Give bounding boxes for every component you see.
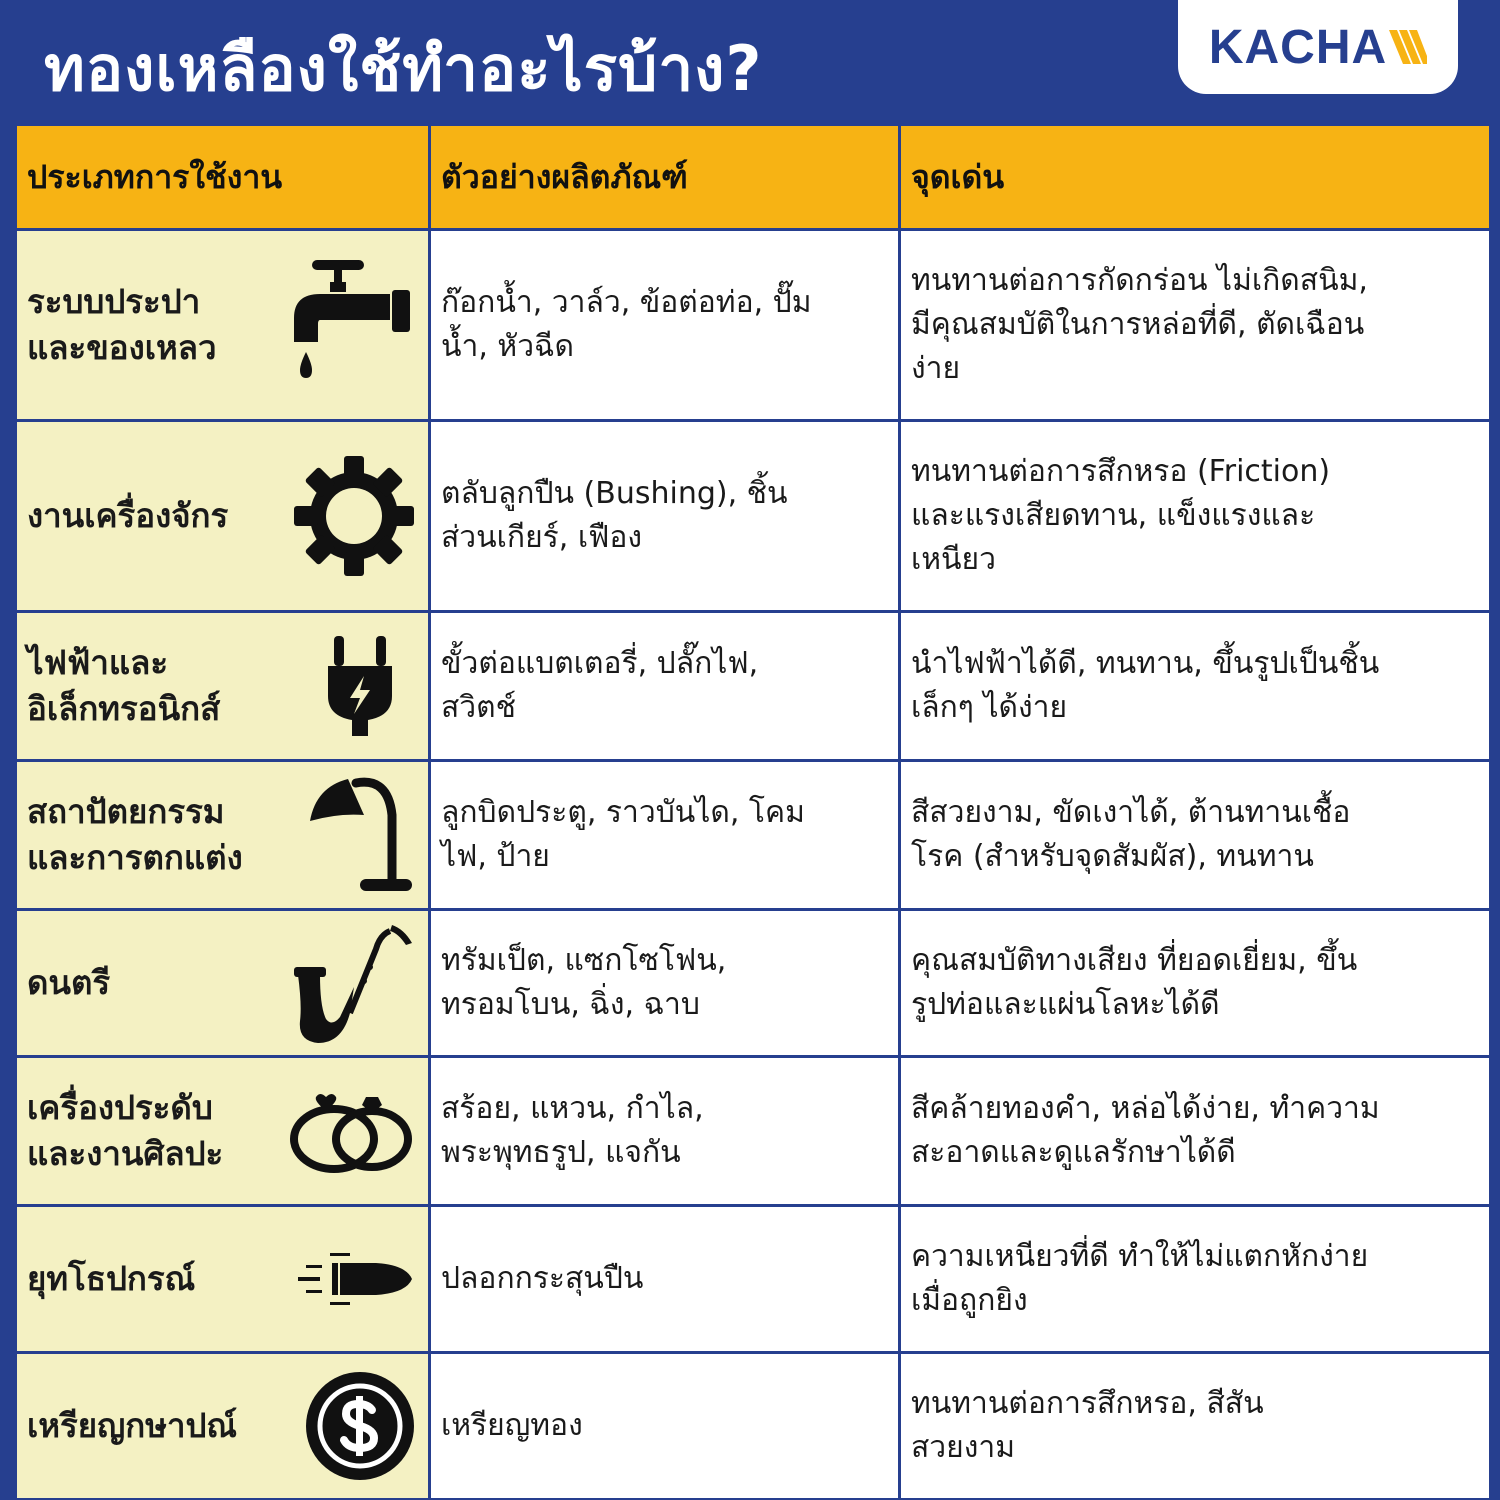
category-cell	[17, 762, 428, 908]
features-cell	[901, 613, 1489, 759]
products-text: ก๊อกน้ำ, วาล์ว, ข้อต่อท่อ, ปั๊ม น้ำ, หัวฉีด	[441, 285, 812, 364]
category-label: ยุทโธปกรณ์	[27, 1259, 196, 1298]
products-cell	[431, 422, 898, 610]
products-cell	[431, 1354, 898, 1498]
brass-uses-table	[17, 126, 1483, 1474]
gear-icon	[294, 456, 414, 576]
faucet-icon	[290, 260, 414, 390]
features-text: นำไฟฟ้าได้ดี, ทนทาน, ขึ้นรูปเป็นชิ้น เล็กๆ ได้ง่าย	[911, 646, 1380, 725]
category-cell	[17, 231, 428, 419]
features-text: ทนทานต่อการสึกหรอ, สีสัน สวยงาม	[911, 1386, 1264, 1465]
features-cell	[901, 1058, 1489, 1204]
features-cell	[901, 231, 1489, 419]
features-cell	[901, 1354, 1489, 1498]
category-label: งานเครื่องจักร	[27, 496, 229, 535]
products-text: สร้อย, แหวน, กำไล, พระพุทธรูป, แจกัน	[441, 1091, 704, 1170]
features-text: สีสวยงาม, ขัดเงาได้, ต้านทานเชื้อ โรค (สำหรับจุดสัมผัส), ทนทาน	[911, 795, 1351, 874]
category-cell	[17, 613, 428, 759]
bullet-icon	[296, 1251, 414, 1307]
products-cell	[431, 613, 898, 759]
products-text: เหรียญทอง	[441, 1408, 583, 1443]
category-cell	[17, 1354, 428, 1498]
features-text: คุณสมบัติทางเสียง ที่ยอดเยี่ยม, ขึ้น รูปท่อและแผ่นโลหะได้ดี	[911, 943, 1358, 1022]
header-highlights: จุดเด่น	[901, 126, 1489, 228]
dollar-coin-icon	[306, 1372, 414, 1480]
category-label: เครื่องประดับ และงานศิลปะ	[27, 1088, 224, 1173]
features-cell	[901, 1207, 1489, 1351]
products-cell	[431, 911, 898, 1055]
features-cell	[901, 762, 1489, 908]
category-cell	[17, 1058, 428, 1204]
features-text: สีคล้ายทองคำ, หล่อได้ง่าย, ทำความ สะอาดและดูแลรักษาได้ดี	[911, 1091, 1380, 1170]
category-cell	[17, 422, 428, 610]
features-cell	[901, 911, 1489, 1055]
header-example-products: ตัวอย่างผลิตภัณฑ์	[431, 126, 898, 228]
products-text: ทรัมเป็ต, แซกโซโฟน, ทรอมโบน, ฉิ่ง, ฉาบ	[441, 943, 727, 1022]
electric-plug-icon	[328, 636, 392, 736]
wedding-rings-icon	[290, 1089, 414, 1173]
features-text: ทนทานต่อการสึกหรอ (Friction) และแรงเสียดทาน, แข็งแรงและ เหนียว	[911, 454, 1331, 577]
category-label: ดนตรี	[27, 963, 111, 1002]
products-text: ขั้วต่อแบตเตอรี่, ปลั๊กไฟ, สวิตช์	[441, 646, 759, 725]
products-text: ลูกบิดประตู, ราวบันได, โคม ไฟ, ป้าย	[441, 795, 805, 874]
features-cell	[901, 422, 1489, 610]
category-cell	[17, 1207, 428, 1351]
features-text: ความเหนียวที่ดี ทำให้ไม่แตกหักง่าย เมื่อถูกยิง	[911, 1239, 1369, 1318]
category-label: ไฟฟ้าและ อิเล็กทรอนิกส์	[27, 643, 221, 728]
saxophone-icon	[294, 919, 414, 1047]
products-cell	[431, 762, 898, 908]
category-label: เหรียญกษาปณ์	[27, 1406, 238, 1445]
logo-text: KACHA	[1208, 20, 1388, 74]
header-usage-type: ประเภทการใช้งาน	[17, 126, 428, 228]
category-label: สถาปัตยกรรม และการตกแต่ง	[27, 792, 243, 877]
kacha-logo[interactable]	[1178, 0, 1458, 94]
products-text: ตลับลูกปืน (Bushing), ชิ้น ส่วนเกียร์, เฟือง	[441, 476, 788, 555]
products-cell	[431, 1207, 898, 1351]
features-text: ทนทานต่อการกัดกร่อน ไม่เกิดสนิม, มีคุณสมบัติในการหล่อที่ดี, ตัดเฉือน ง่าย	[911, 263, 1368, 386]
logo-stripes-icon	[1389, 30, 1427, 64]
desk-lamp-icon	[308, 775, 414, 895]
products-cell	[431, 231, 898, 419]
page-title: ทองเหลืองใช้ทำอะไรบ้าง?	[44, 32, 763, 105]
category-label: ระบบประปา และของเหลว	[27, 282, 217, 367]
products-cell	[431, 1058, 898, 1204]
category-cell	[17, 911, 428, 1055]
products-text: ปลอกกระสุนปืน	[441, 1261, 644, 1296]
